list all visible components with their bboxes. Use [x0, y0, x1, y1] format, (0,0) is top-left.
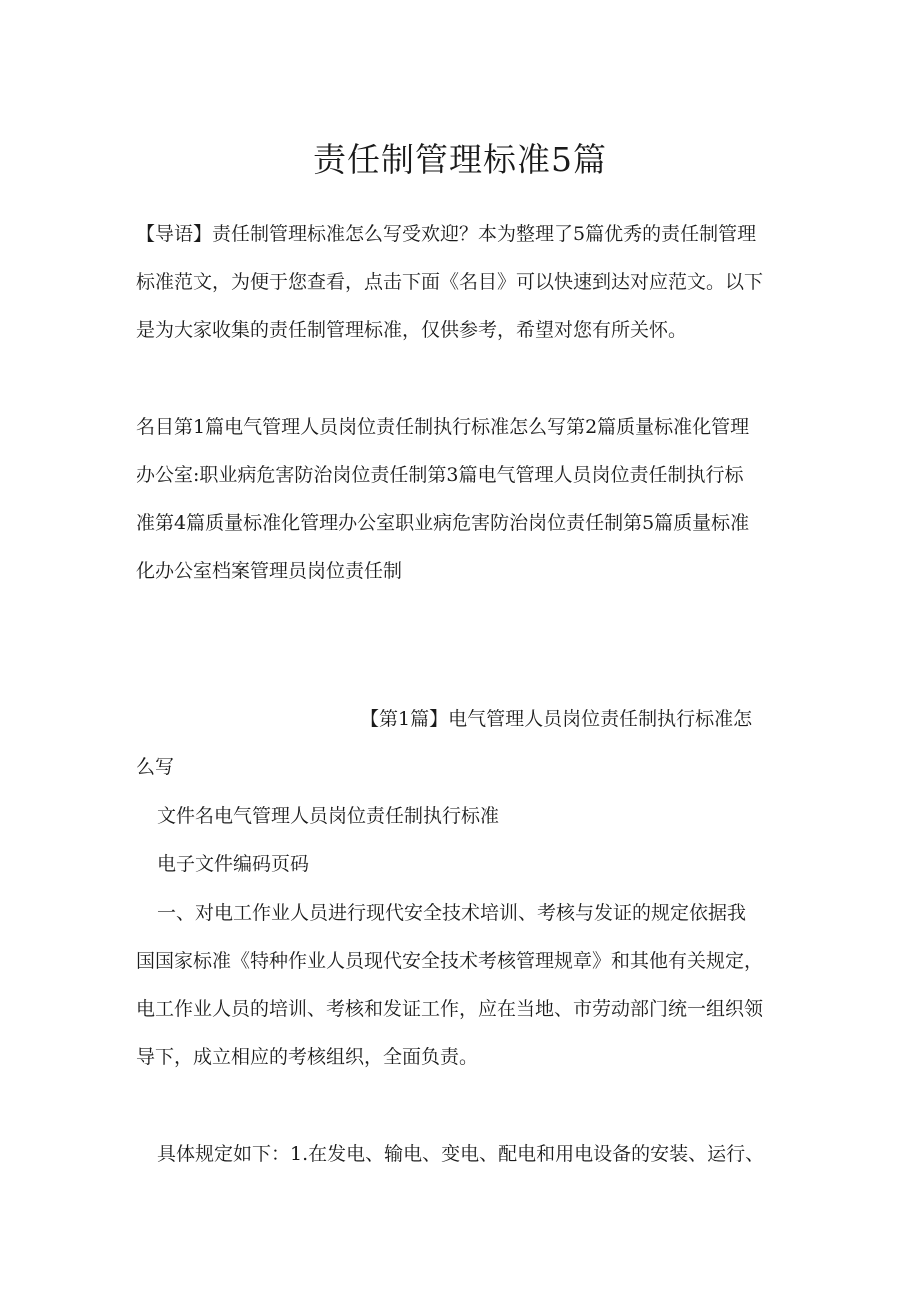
paragraph-line-4: 导下，成立相应的考核组织，全面负责。 — [136, 1046, 479, 1068]
paragraph-line-2: 国国家标准《特种作业人员现代安全技术考核管理规章》和其他有关规定， — [136, 950, 764, 972]
file-code-line: 电子文件编码页码 — [157, 853, 310, 875]
toc-line-3: 准第4篇质量标准化管理办公室职业病危害防治岗位责任制第5篇质量标准 — [136, 512, 750, 534]
document-title: 责任制管理标准5篇 — [313, 140, 607, 179]
toc-line-2: 办公室:职业病危害防治岗位责任制第3篇电气管理人员岗位责任制执行标 — [136, 464, 744, 486]
section-1-heading-continued: 么写 — [136, 756, 175, 778]
paragraph-line-1: 一、对电工作业人员进行现代安全技术培训、考核与发证的规定依据我 — [157, 902, 747, 924]
file-name-line: 文件名电气管理人员岗位责任制执行标准 — [157, 805, 500, 827]
paragraph-line-3: 电工作业人员的培训、考核和发证工作，应在当地、市劳动部门统一组织领 — [136, 998, 764, 1020]
toc-line-1: 名目第1篇电气管理人员岗位责任制执行标准怎么写第2篇质量标准化管理 — [136, 416, 750, 438]
section-1-heading: 【第1篇】电气管理人员岗位责任制执行标准怎 — [360, 708, 753, 730]
toc-line-4: 化办公室档案管理员岗位责任制 — [136, 560, 403, 582]
rules-line: 具体规定如下：1.在发电、输电、变电、配电和用电设备的安装、运行、 — [157, 1143, 765, 1165]
intro-line-3: 是为大家收集的责任制管理标准，仅供参考，希望对您有所关怀。 — [136, 319, 688, 341]
intro-line-1: 【导语】责任制管理标准怎么写受欢迎？本为整理了5篇优秀的责任制管理 — [136, 223, 757, 245]
intro-line-2: 标准范文，为便于您查看，点击下面《名目》可以快速到达对应范文。以下 — [136, 271, 764, 293]
